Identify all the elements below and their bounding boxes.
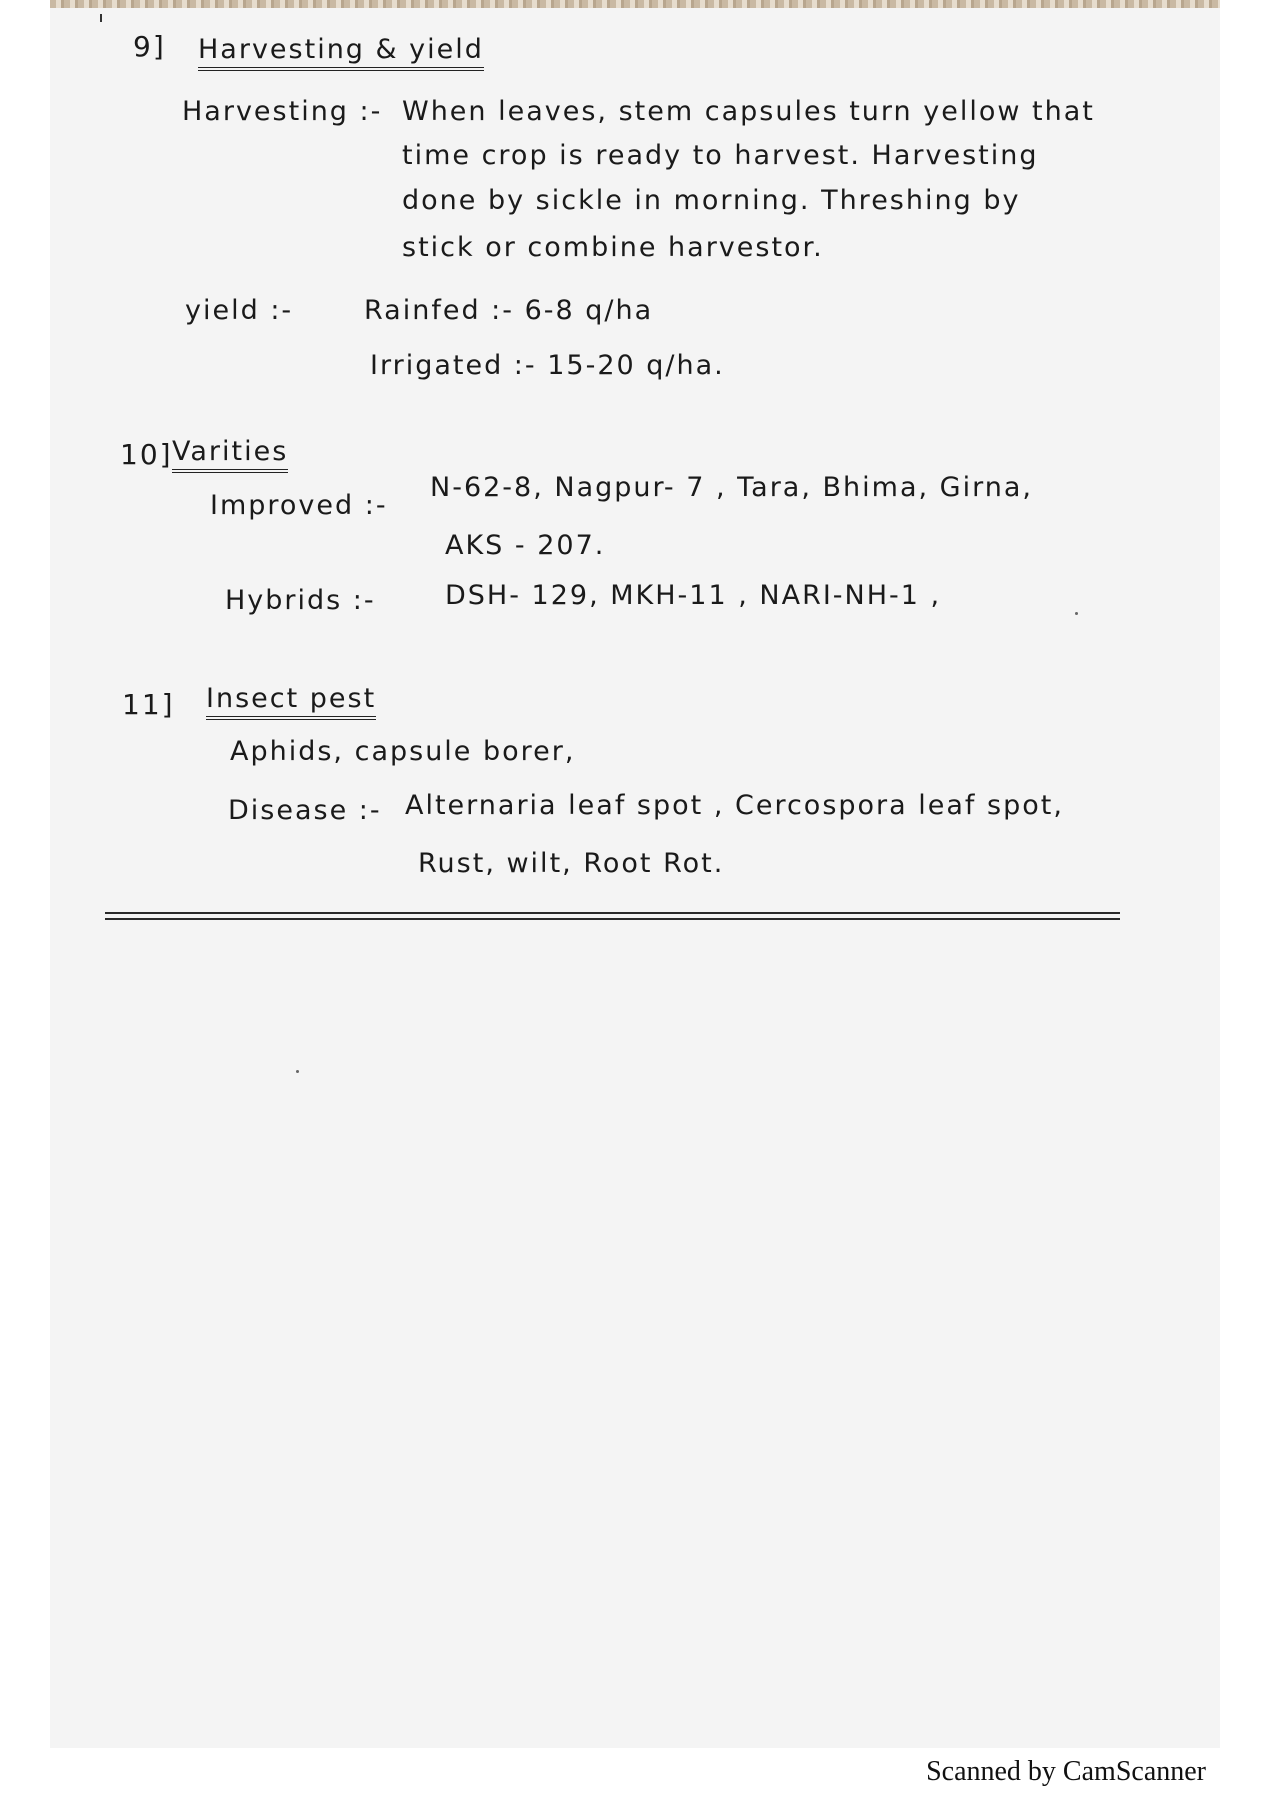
yield-irrigated: Irrigated :- 15-20 q/ha.	[370, 350, 725, 381]
improved-label: Improved :-	[210, 490, 388, 521]
yield-rainfed: Rainfed :- 6-8 q/ha	[364, 295, 654, 326]
disease-line-1: Alternaria leaf spot , Cercospora leaf spot,	[405, 790, 1064, 821]
section-end-double-rule	[105, 912, 1120, 920]
section-11-number: 11]	[122, 688, 175, 721]
section-10-number: 10]	[120, 438, 173, 471]
harvesting-label: Harvesting :-	[182, 96, 383, 127]
paper-speck	[1075, 612, 1078, 615]
section-11-heading: Insect pest	[206, 683, 376, 720]
improved-line-2: AKS - 207.	[445, 530, 606, 561]
disease-line-2: Rust, wilt, Root Rot.	[418, 848, 725, 879]
yield-label: yield :-	[185, 295, 294, 326]
pests-text: Aphids, capsule borer,	[230, 736, 576, 767]
harvesting-line-3: done by sickle in morning. Threshing by	[402, 185, 1021, 216]
section-9-heading: Harvesting & yield	[198, 34, 484, 71]
section-9-number: 9]	[133, 30, 166, 63]
page-top-edge	[50, 0, 1220, 8]
improved-line-1: N-62-8, Nagpur- 7 , Tara, Bhima, Girna,	[430, 472, 1033, 503]
harvesting-line-2: time crop is ready to harvest. Harvesting	[402, 140, 1039, 171]
paper-speck	[296, 1070, 299, 1073]
section-10-heading: Varities	[172, 436, 288, 473]
hybrids-value: DSH- 129, MKH-11 , NARI-NH-1 ,	[445, 580, 942, 611]
hybrids-label: Hybrids :-	[225, 585, 376, 616]
disease-label: Disease :-	[228, 795, 382, 826]
margin-tick	[100, 14, 102, 22]
harvesting-line-1: When leaves, stem capsules turn yellow that	[402, 96, 1095, 127]
harvesting-line-4: stick or combine harvestor.	[402, 232, 824, 263]
camscanner-watermark: Scanned by CamScanner	[926, 1756, 1206, 1787]
